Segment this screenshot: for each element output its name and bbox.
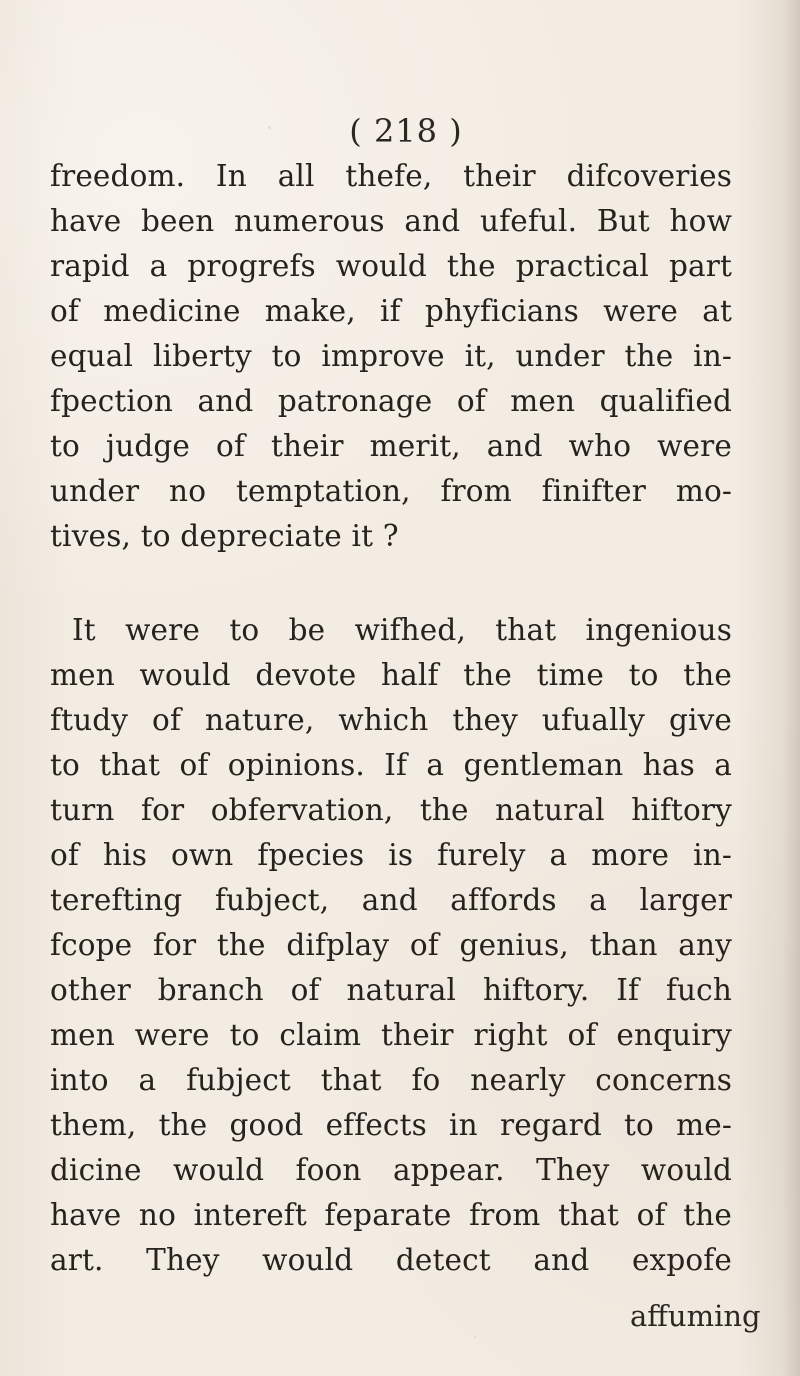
text-line: It were to be wifhed, that ingenious — [72, 613, 732, 647]
text-line: fpection and patronage of men qualified — [50, 384, 732, 418]
text-line: tives, to depreciate it ? — [50, 519, 399, 553]
text-line: turn for obfervation, the natural hiftory — [50, 793, 732, 827]
text-line: freedom. In all thefe, their difcoveries — [50, 159, 732, 193]
text-line: terefting fubject, and affords a larger — [50, 883, 732, 917]
body-text — [50, 154, 732, 1283]
text-line: men would devote half the time to the — [50, 658, 732, 692]
text-line: to judge of their merit, and who were — [50, 429, 732, 463]
paragraph-2 — [50, 608, 732, 1283]
text-line: men were to claim their right of enquiry — [50, 1018, 732, 1052]
text-line: have no intereft feparate from that of the — [50, 1198, 732, 1232]
text-line: equal liberty to improve it, under the in- — [50, 339, 732, 373]
text-line: ftudy of nature, which they ufually give — [50, 703, 732, 737]
text-line: other branch of natural hiftory. If fuch — [50, 973, 732, 1007]
text-line: under no temptation, from finifter mo- — [50, 474, 732, 508]
text-line: to that of opinions. If a gentleman has a — [50, 748, 732, 782]
paper-speck — [268, 126, 271, 129]
page-number-header: ( 218 ) — [349, 112, 463, 150]
text-line: of his own fpecies is furely a more in- — [50, 838, 732, 872]
paragraph-1 — [50, 154, 732, 559]
text-line: into a fubject that fo nearly concerns — [50, 1063, 732, 1097]
text-line: dicine would foon appear. They would — [50, 1153, 732, 1187]
text-line: them, the good effects in regard to me- — [50, 1108, 732, 1142]
text-line: art. They would detect and expofe — [50, 1243, 732, 1277]
page-edge-shadow — [782, 0, 800, 1376]
paragraph-spacing — [50, 559, 732, 608]
text-line: of medicine make, if phyficians were at — [50, 294, 732, 328]
text-line: fcope for the difplay of genius, than any — [50, 928, 732, 962]
catchword: affuming — [630, 1299, 761, 1333]
text-line: rapid a progrefs would the practical part — [50, 249, 732, 283]
text-line: have been numerous and ufeful. But how — [50, 204, 732, 238]
paper-speck — [474, 1336, 476, 1338]
